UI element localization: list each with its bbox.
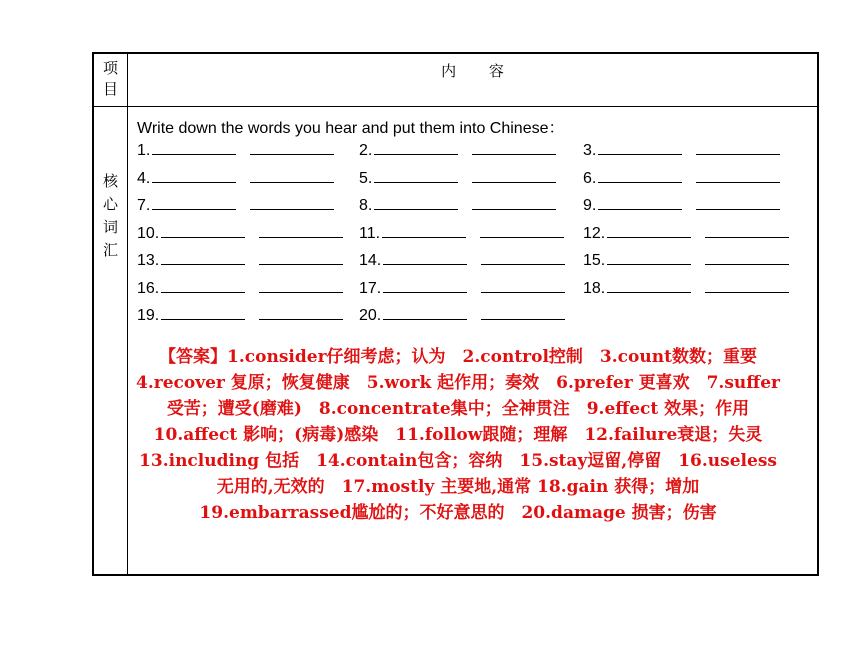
header-content-char-2: 容 — [488, 62, 504, 80]
blank-item[interactable] — [359, 169, 556, 188]
section-label-char: 词 — [102, 218, 118, 236]
blank-item[interactable] — [137, 279, 343, 298]
blank-item[interactable] — [583, 224, 789, 243]
header-content-char-1: 内 — [441, 62, 457, 80]
item-number: 20. — [359, 307, 382, 324]
section-label-core-vocabulary — [94, 170, 127, 262]
item-number: 9. — [583, 197, 597, 214]
item-number: 10. — [137, 224, 160, 242]
blank-row — [137, 251, 817, 279]
item-number: 17. — [359, 279, 382, 297]
answer-tag: 【答案】 — [159, 347, 228, 367]
item-number: 8. — [359, 197, 373, 214]
instruction-text: Write down the words you hear and put them into Chinese： — [137, 120, 565, 137]
header-content-label — [128, 60, 817, 81]
blank-row — [137, 279, 817, 307]
item-number: 2. — [359, 142, 373, 159]
header-item-char-2: 目 — [102, 80, 118, 98]
item-number: 11. — [359, 224, 381, 242]
blank-item[interactable] — [583, 196, 780, 215]
item-number: 13. — [137, 252, 160, 269]
header-item-char-1: 项 — [102, 59, 118, 77]
item-number: 15. — [583, 252, 606, 269]
item-number: 16. — [137, 279, 160, 297]
item-number: 1. — [137, 142, 151, 159]
blank-item[interactable] — [137, 306, 343, 325]
blank-item[interactable] — [137, 224, 343, 243]
section-label-char: 汇 — [102, 241, 118, 259]
blank-item[interactable] — [359, 196, 556, 215]
blank-item[interactable] — [137, 141, 334, 160]
item-number: 7. — [137, 197, 151, 214]
blank-item[interactable] — [583, 141, 780, 160]
blank-item[interactable] — [583, 169, 780, 188]
blank-item[interactable] — [583, 251, 789, 270]
blank-row — [137, 196, 817, 224]
blank-item[interactable] — [137, 196, 334, 215]
section-label-char: 心 — [102, 195, 118, 213]
item-number: 3. — [583, 142, 597, 159]
blank-grid — [137, 141, 817, 334]
item-number: 19. — [137, 307, 160, 324]
worksheet-table — [92, 52, 819, 576]
blank-item[interactable] — [359, 224, 564, 243]
answer-block — [134, 344, 782, 526]
item-number: 12. — [583, 224, 606, 242]
item-number: 4. — [137, 169, 151, 187]
column-divider — [127, 54, 128, 574]
blank-item[interactable] — [359, 279, 565, 298]
blank-item[interactable] — [359, 251, 565, 270]
blank-item[interactable] — [359, 306, 565, 325]
header-item-label — [94, 58, 127, 100]
item-number: 5. — [359, 169, 373, 187]
header-divider — [94, 106, 817, 107]
answer-text: 1.consider仔细考虑；认为 2.control控制 3.count数数；重要 4.recover 复原；恢复健康 5.work 起作用；奏效 6.prefer 更喜欢 7.suffer 受苦；遭受(磨难) 8.concentrate集中；全神贯注 9.effect 效果；作用10.affect 影响；(病毒)感染 11.follow跟随；理解 12.failure衰退；失灵 13.including 包括 14.contain包含；容纳 15.stay逗留,停留 16.useless 无用的,无效的 17.mostly 主要地,通常 18.gain 获得；增加 19.embarrassed尴尬的；不好意思的 20.damage 损害；伤害 — [136, 347, 780, 523]
blank-item[interactable] — [583, 279, 789, 298]
blank-row — [137, 141, 817, 169]
item-number: 6. — [583, 169, 597, 187]
blank-row — [137, 169, 817, 197]
blank-row — [137, 306, 817, 334]
section-label-char: 核 — [102, 172, 118, 190]
item-number: 14. — [359, 252, 382, 269]
blank-row — [137, 224, 817, 252]
blank-item[interactable] — [137, 169, 334, 188]
item-number: 18. — [583, 279, 606, 297]
blank-item[interactable] — [359, 141, 556, 160]
blank-item[interactable] — [137, 251, 343, 270]
